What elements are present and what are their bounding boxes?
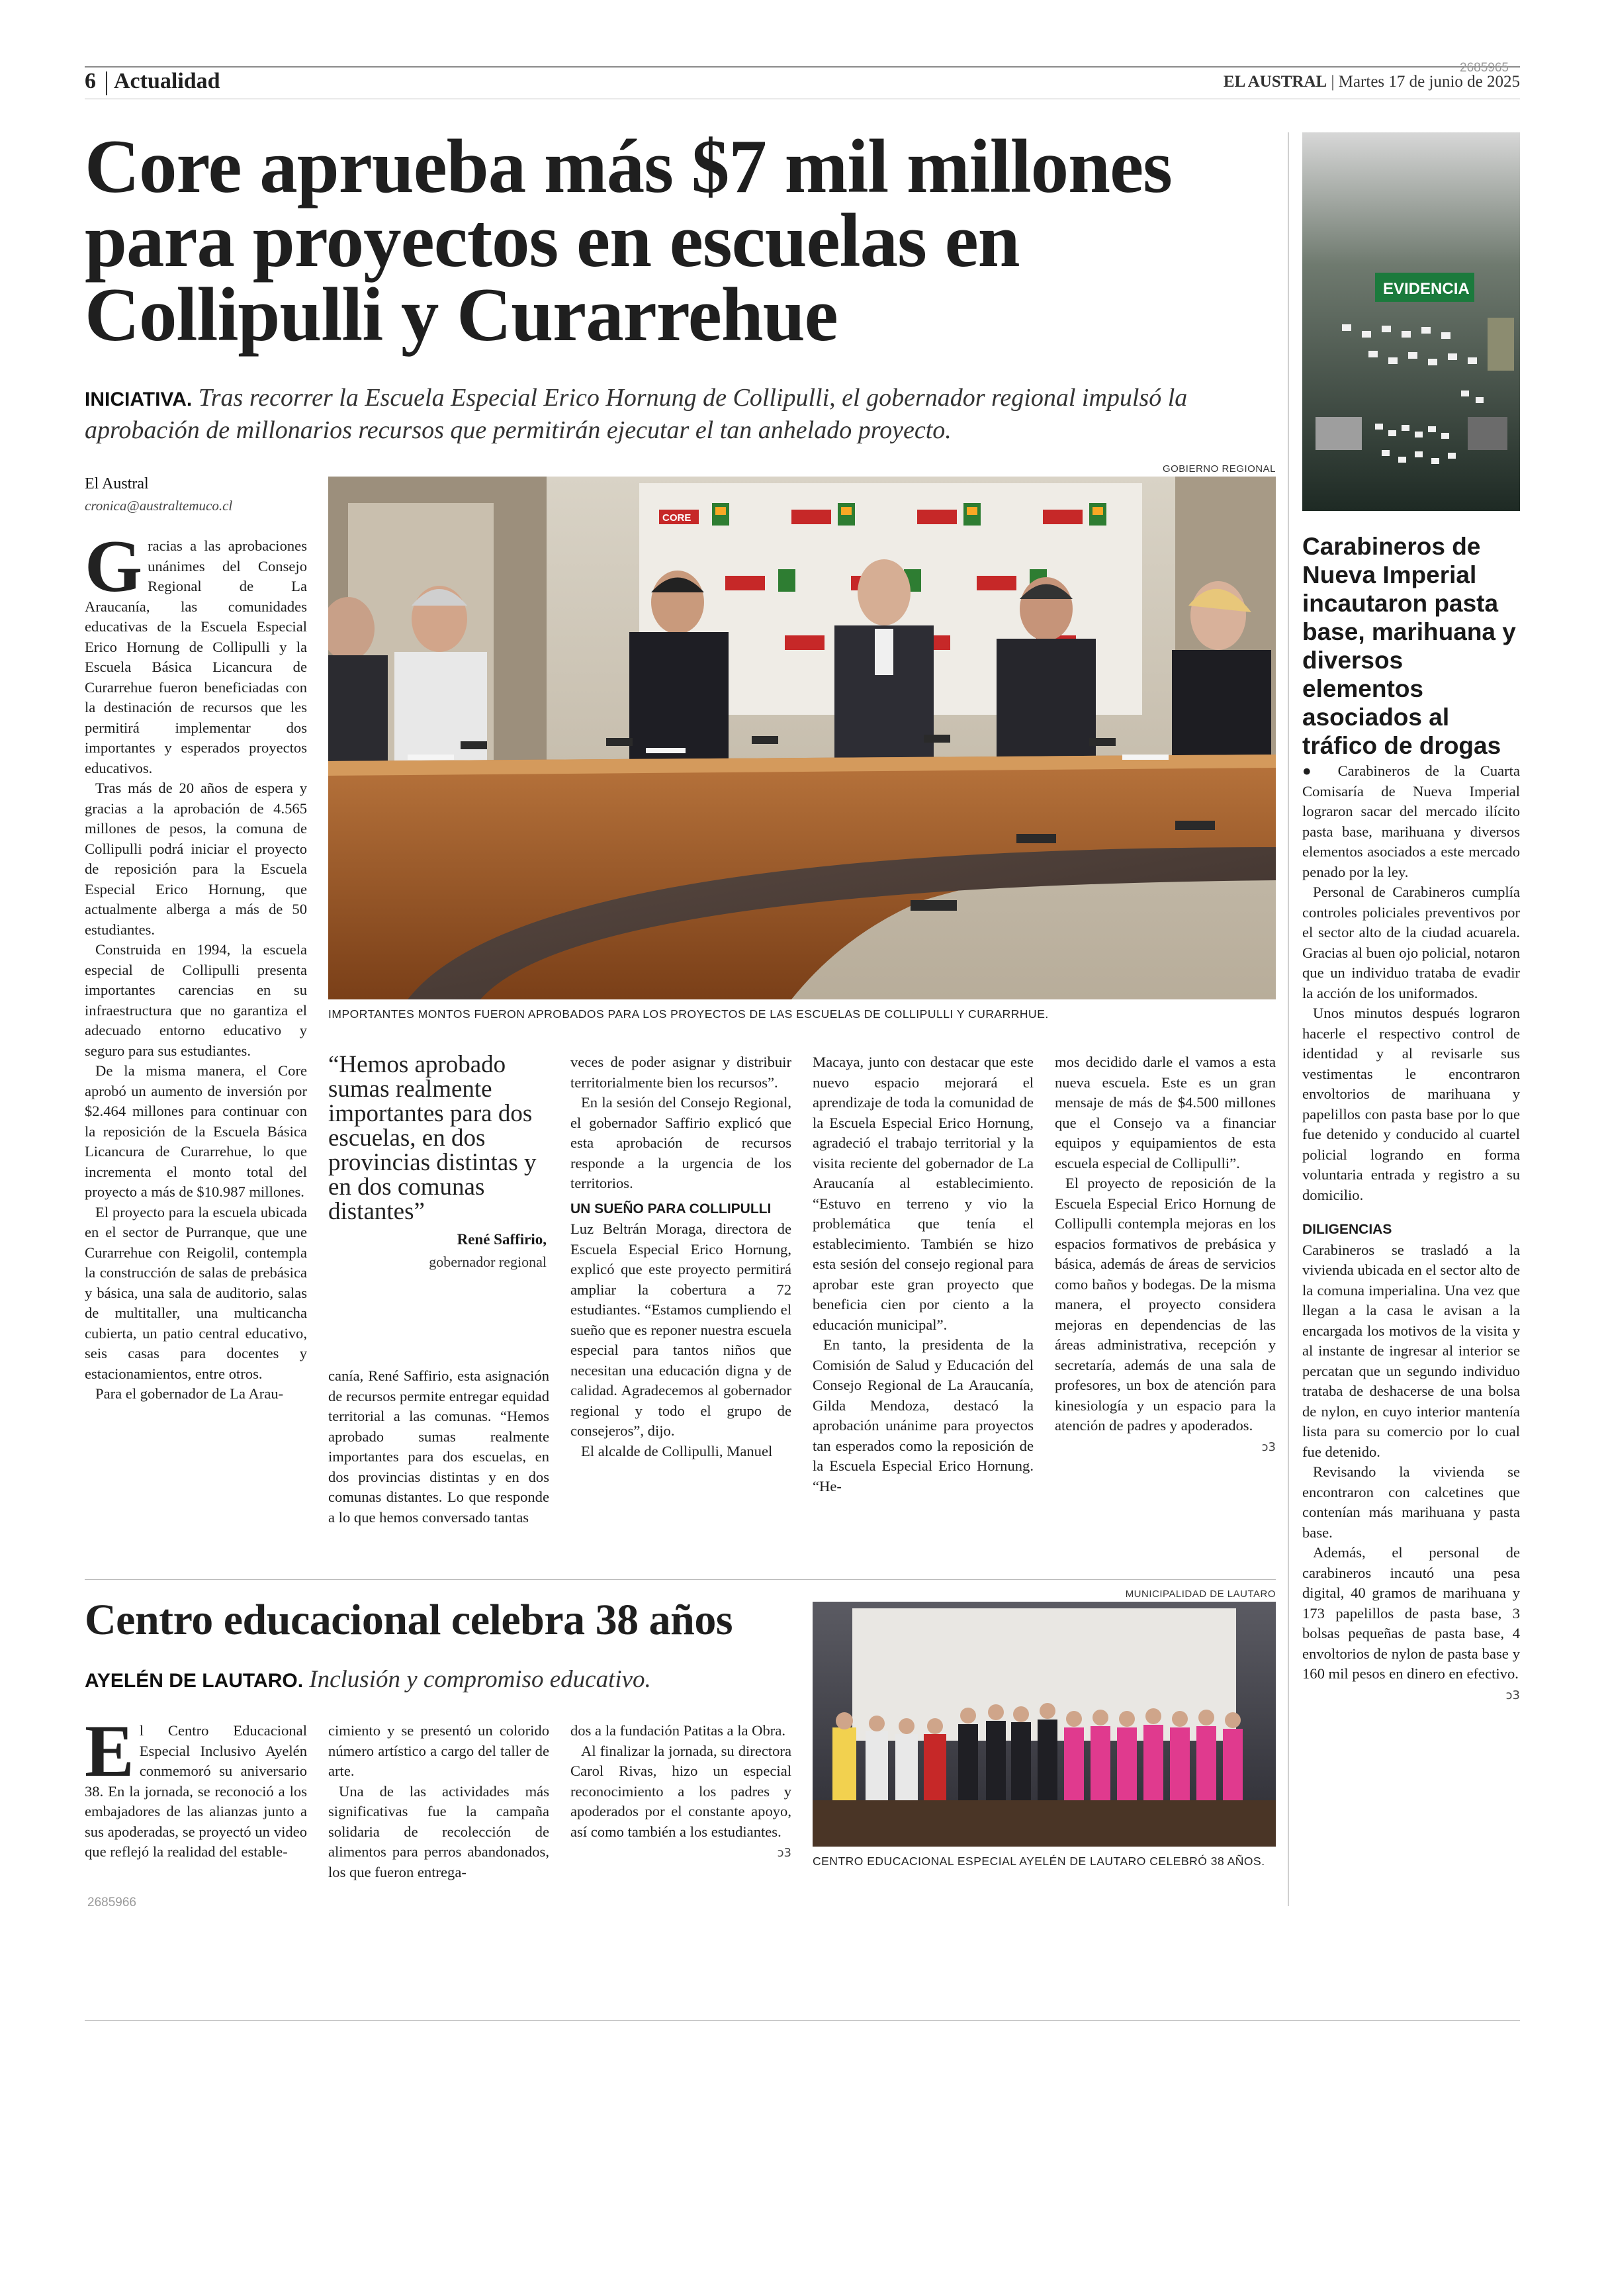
paragraph: cimiento y se presentó un colorido número artístico a cargo del taller de arte. <box>328 1722 549 1779</box>
byline-email: cronica@australtemuco.cl <box>85 498 233 514</box>
paragraph: Para el gobernador de La Arau- <box>95 1385 284 1402</box>
council-session-illustration <box>328 477 1276 999</box>
pull-quote-author: René Saffirio, <box>457 1231 547 1248</box>
article-column-3 <box>570 1052 791 1569</box>
evidence-illustration <box>1302 132 1520 511</box>
paragraph: Revisando la vivienda se encontraron con calcetines que contenían más marihuana y pasta base. <box>1302 1463 1520 1541</box>
paragraph: l Centro Educacional Especial Inclusivo Ayelén conmemoró su aniversario 38. En la jornada, se reconoció a los embajadores de las alianzas junto a sus apoderadas, se proyectó un video que reflejó la realidad del estable- <box>85 1722 307 1860</box>
pull-quote-role: gobernador regional <box>429 1254 547 1270</box>
paragraph: En la sesión del Consejo Regional, el gobernador Saffirio explicó que esta aprobación de recursos responde a la urgencia de los territorios. <box>570 1094 791 1191</box>
paragraph: veces de poder asignar y distribuir territorialmente bien los recursos”. <box>570 1054 791 1091</box>
paragraph: Construida en 1994, la escuela especial de Collipulli presenta importantes carencias en su infraestructura que no garantiza el adecuado entorno educativo y seguro para sus estudiantes. <box>85 941 307 1059</box>
article2-deck-keyword: AYELÉN DE LAUTARO. <box>85 1670 304 1692</box>
deck-keyword: INICIATIVA. <box>85 389 193 410</box>
article2-headline: Centro educacional celebra 38 años <box>85 1596 733 1644</box>
paragraph: mos decidido darle el vamos a esta nueva escuela. Este es un gran mensaje de más de $4.500 millones que el Consejo va a financiar equipos y equipamientos de esta escuela especial de Collipulli”. <box>1055 1054 1276 1171</box>
anniversary-photo <box>813 1602 1276 1847</box>
headline: Core aprueba más $7 mil millones para proyectos en escuelas en Collipulli y Curarrehue <box>85 124 1172 357</box>
side-subheading: DILIGENCIAS <box>1302 1222 1392 1237</box>
paragraph: Además, el personal de carabineros incautó una pesa digital, 40 gramos de marihuana y 173 papelillos de pasta base, 3 bolsas pequeñas de pasta base, 4 envoltorios de nylon de pasta base y 160 mil pesos en dinero en efectivo. <box>1302 1544 1520 1682</box>
paragraph: canía, René Saffirio, esta asignación de recursos permite entregar equidad territorial a las comunas. “Hemos aprobado sumas realmente importantes para dos escuelas, en dos provincias distintas y en dos comunas distantes. Lo que responde a lo que hemos conversado tantas <box>328 1367 549 1526</box>
paragraph: Tras más de 20 años de espera y gracias a la aprobación de 4.565 millones de pesos, la comuna de Collipulli podrá iniciar el proyecto de reposición para la Escuela Especial Erico Hornung, que actualmente alberga a más de 50 estudiantes. <box>85 780 307 938</box>
deck-text: Tras recorrer la Escuela Especial Erico Hornung de Collipulli, el gobernador regional impulsó la aprobación de millonarios recursos que permitirán ejecutar el tan anhelado proyecto. <box>85 384 1188 444</box>
article2-dropcap: E <box>85 1721 134 1792</box>
article2-photo-credit: MUNICIPALIDAD DE LAUTARO <box>1125 1588 1276 1600</box>
evidence-sign-label: EVIDENCIA <box>1383 280 1470 298</box>
masthead-date: EL AUSTRAL | Martes 17 de junio de 2025 <box>1223 73 1520 91</box>
paragraph: Al finalizar la jornada, su directora Carol Rivas, hizo un especial reconocimiento a los padres y apoderados por el constante apoyo, así como también a los estudiantes. <box>570 1742 791 1840</box>
paragraph: ● Carabineros de la Cuarta Comisaría de Nueva Imperial lograron sacar del mercado ilícito pasta base, marihuana y diversos elementos asociados a este mercado penado por la ley. <box>1302 762 1520 880</box>
side-headline: Carabineros de Nueva Imperial incautaron pasta base, marihuana y diversos elementos asociados al tráfico de drogas <box>1302 533 1516 759</box>
article-column-1 <box>85 536 307 1569</box>
paragraph: De la misma manera, el Core aprobó un aumento de inversión por $2.464 millones para continuar con la reposición de la Escuela Básica Licancura de Curarrehue, lo que incrementa el monto total del proyecto a más de $10.987 millones. <box>85 1062 307 1200</box>
photo-credit: GOBIERNO REGIONAL <box>1162 463 1276 475</box>
side-body <box>1302 761 1520 1886</box>
end-mark-icon: ↄ3 <box>1505 1688 1520 1702</box>
article2-photo-caption: CENTRO EDUCACIONAL ESPECIAL AYELÉN DE LAUTARO CELEBRÓ 38 AÑOS. <box>813 1855 1265 1868</box>
evidence-photo <box>1302 132 1520 511</box>
paragraph: Una de las actividades más significativas fue la campaña solidaria de recolección de alimentos para perros abandonados, los que fueron entrega- <box>328 1782 549 1880</box>
ad-code-top: 2685965 <box>1460 61 1509 75</box>
deck <box>85 383 1256 445</box>
anniversary-illustration <box>813 1602 1276 1847</box>
ad-code-bottom: 2685966 <box>87 1896 136 1909</box>
dropcap: G <box>85 536 143 608</box>
article2-deck <box>85 1665 813 1694</box>
paragraph: dos a la fundación Patitas a la Obra. <box>570 1722 785 1739</box>
byline-author: El Austral <box>85 475 149 492</box>
header-divider <box>106 71 107 95</box>
article-column-5 <box>1055 1052 1276 1569</box>
paragraph: Macaya, junto con destacar que este nuevo espacio mejorará el aprendizaje de toda la comunidad de la Escuela Especial Erico Hornung, agradeció el trabajo territorial y la visita reciente del gobernador de La Araucanía al establecimiento. “Estuvo en terreno y vio la problemática que tenía el establecimiento. También se hizo esta sesión del consejo regional para aprobar este gran proyecto que beneficia cien por ciento a la educación municipal”. <box>813 1054 1034 1333</box>
paragraph: El proyecto de reposición de la Escuela Especial Erico Hornung de Collipulli contempla mejoras en los espacios formativos de prebásica y básica, además de áreas de servicios como baños y bodegas. De la misma manera, el proyecto considera mejoras en dependencias de las áreas administrativa, recepción y secretaría, además de una sala de profesores, un box de atención para kinesiología y un espacio para la atención de padres y apoderados. <box>1055 1175 1276 1434</box>
paragraph: En tanto, la presidenta de la Comisión de Salud y Educación del Consejo Regional de La Araucanía, Gilda Mendoza, destacó la aprobación unánime para proyectos tan esperados como la reposición de la Escuela Especial Erico Hornung. “He- <box>813 1336 1034 1494</box>
subheading: UN SUEÑO PARA COLLIPULLI <box>570 1201 772 1217</box>
end-mark-icon: ↄ3 <box>777 1846 791 1860</box>
article2-column-1 <box>85 1721 307 1893</box>
pull-quote: “Hemos aprobado sumas realmente importantes para dos escuelas, en dos provincias distintas y en dos comunas distantes” <box>328 1051 537 1225</box>
paragraph: El alcalde de Collipulli, Manuel <box>581 1442 773 1459</box>
paragraph: Luz Beltrán Moraga, directora de Escuela Especial Erico Hornung, explicó que este proyecto permitirá ampliar la cobertura a 72 estudiantes. “Estamos cumpliendo el sueño que es reponer nuestra escuela especial para tantos niños que necesitan una educación digna y de calidad. Agradecemos al gobernador regional y todo el grupo de consejeros”, dijo. <box>570 1220 791 1439</box>
article2-deck-text: Inclusión y compromiso educativo. <box>309 1666 651 1693</box>
paragraph: El proyecto para la escuela ubicada en el sector de Purranque, que une Curarrehue con Reigolil, contempla la construcción de salas de prebásica y básica, una sala de auditorio, salas de multitaller, una multicancha cubierta, un patio central educativo, seis casas para docentes y estacionamientos, entre otros. <box>85 1203 307 1382</box>
issue-date: Martes 17 de junio de 2025 <box>1338 73 1520 91</box>
paragraph: Personal de Carabineros cumplía controles policiales preventivos por el sector alto de la ciudad acuarela. Gracias al buen ojo policial, notaron que un individuo trataba de evadir la acción de los uniformados. <box>1302 884 1520 1001</box>
council-session-photo <box>328 477 1276 999</box>
paragraph: racias a las aprobaciones unánimes del Consejo Regional de La Araucanía, las comunidades educativas de la Escuela Especial Erico Hornung de Collipulli y la Escuela Básica Licancura de Curarrehue fueron beneficiadas con la destinación de recursos que les permitirá implementar dos importantes y esperados proyectos educativos. <box>85 537 307 776</box>
newspaper-name: EL AUSTRAL <box>1223 73 1327 91</box>
column-divider <box>1288 132 1289 1906</box>
end-mark-icon: ↄ3 <box>1261 1440 1276 1454</box>
paragraph: Carabineros se trasladó a la vivienda ubicada en el sector alto de la comuna imperialina. Una vez que llegan a la casa le avisan a la encargada los motivos de la visita y al instante de ingresar al interior se percatan que un segundo individuo trataba de deshacerse de una bolsa de nylon, en cuyo interior mantenía lista para su comercio por lo cual fue detenido. <box>1302 1241 1520 1460</box>
core-wall-label: CORE <box>662 512 691 524</box>
article-column-2 <box>328 1366 549 1578</box>
article2-column-2 <box>328 1721 549 1893</box>
article-column-4 <box>813 1052 1034 1569</box>
section-label: Actualidad <box>114 69 220 93</box>
photo-caption: IMPORTANTES MONTOS FUERON APROBADOS PARA LOS PROYECTOS DE LAS ESCUELAS DE COLLIPULLI Y CURARRHUE. <box>328 1007 1049 1021</box>
article2-column-3 <box>570 1721 791 1893</box>
page-number: 6 <box>85 69 96 93</box>
paragraph: Unos minutos después lograron hacerle el respectivo control de identidad y al revisarle sus vestimentas le encontraron envoltorios de marihuana y papelillos con pasta base por lo que fue detenido y conducido al cuartel policial logrando en forma voluntaria entrada y registro a su domicilio. <box>1302 1005 1520 1203</box>
